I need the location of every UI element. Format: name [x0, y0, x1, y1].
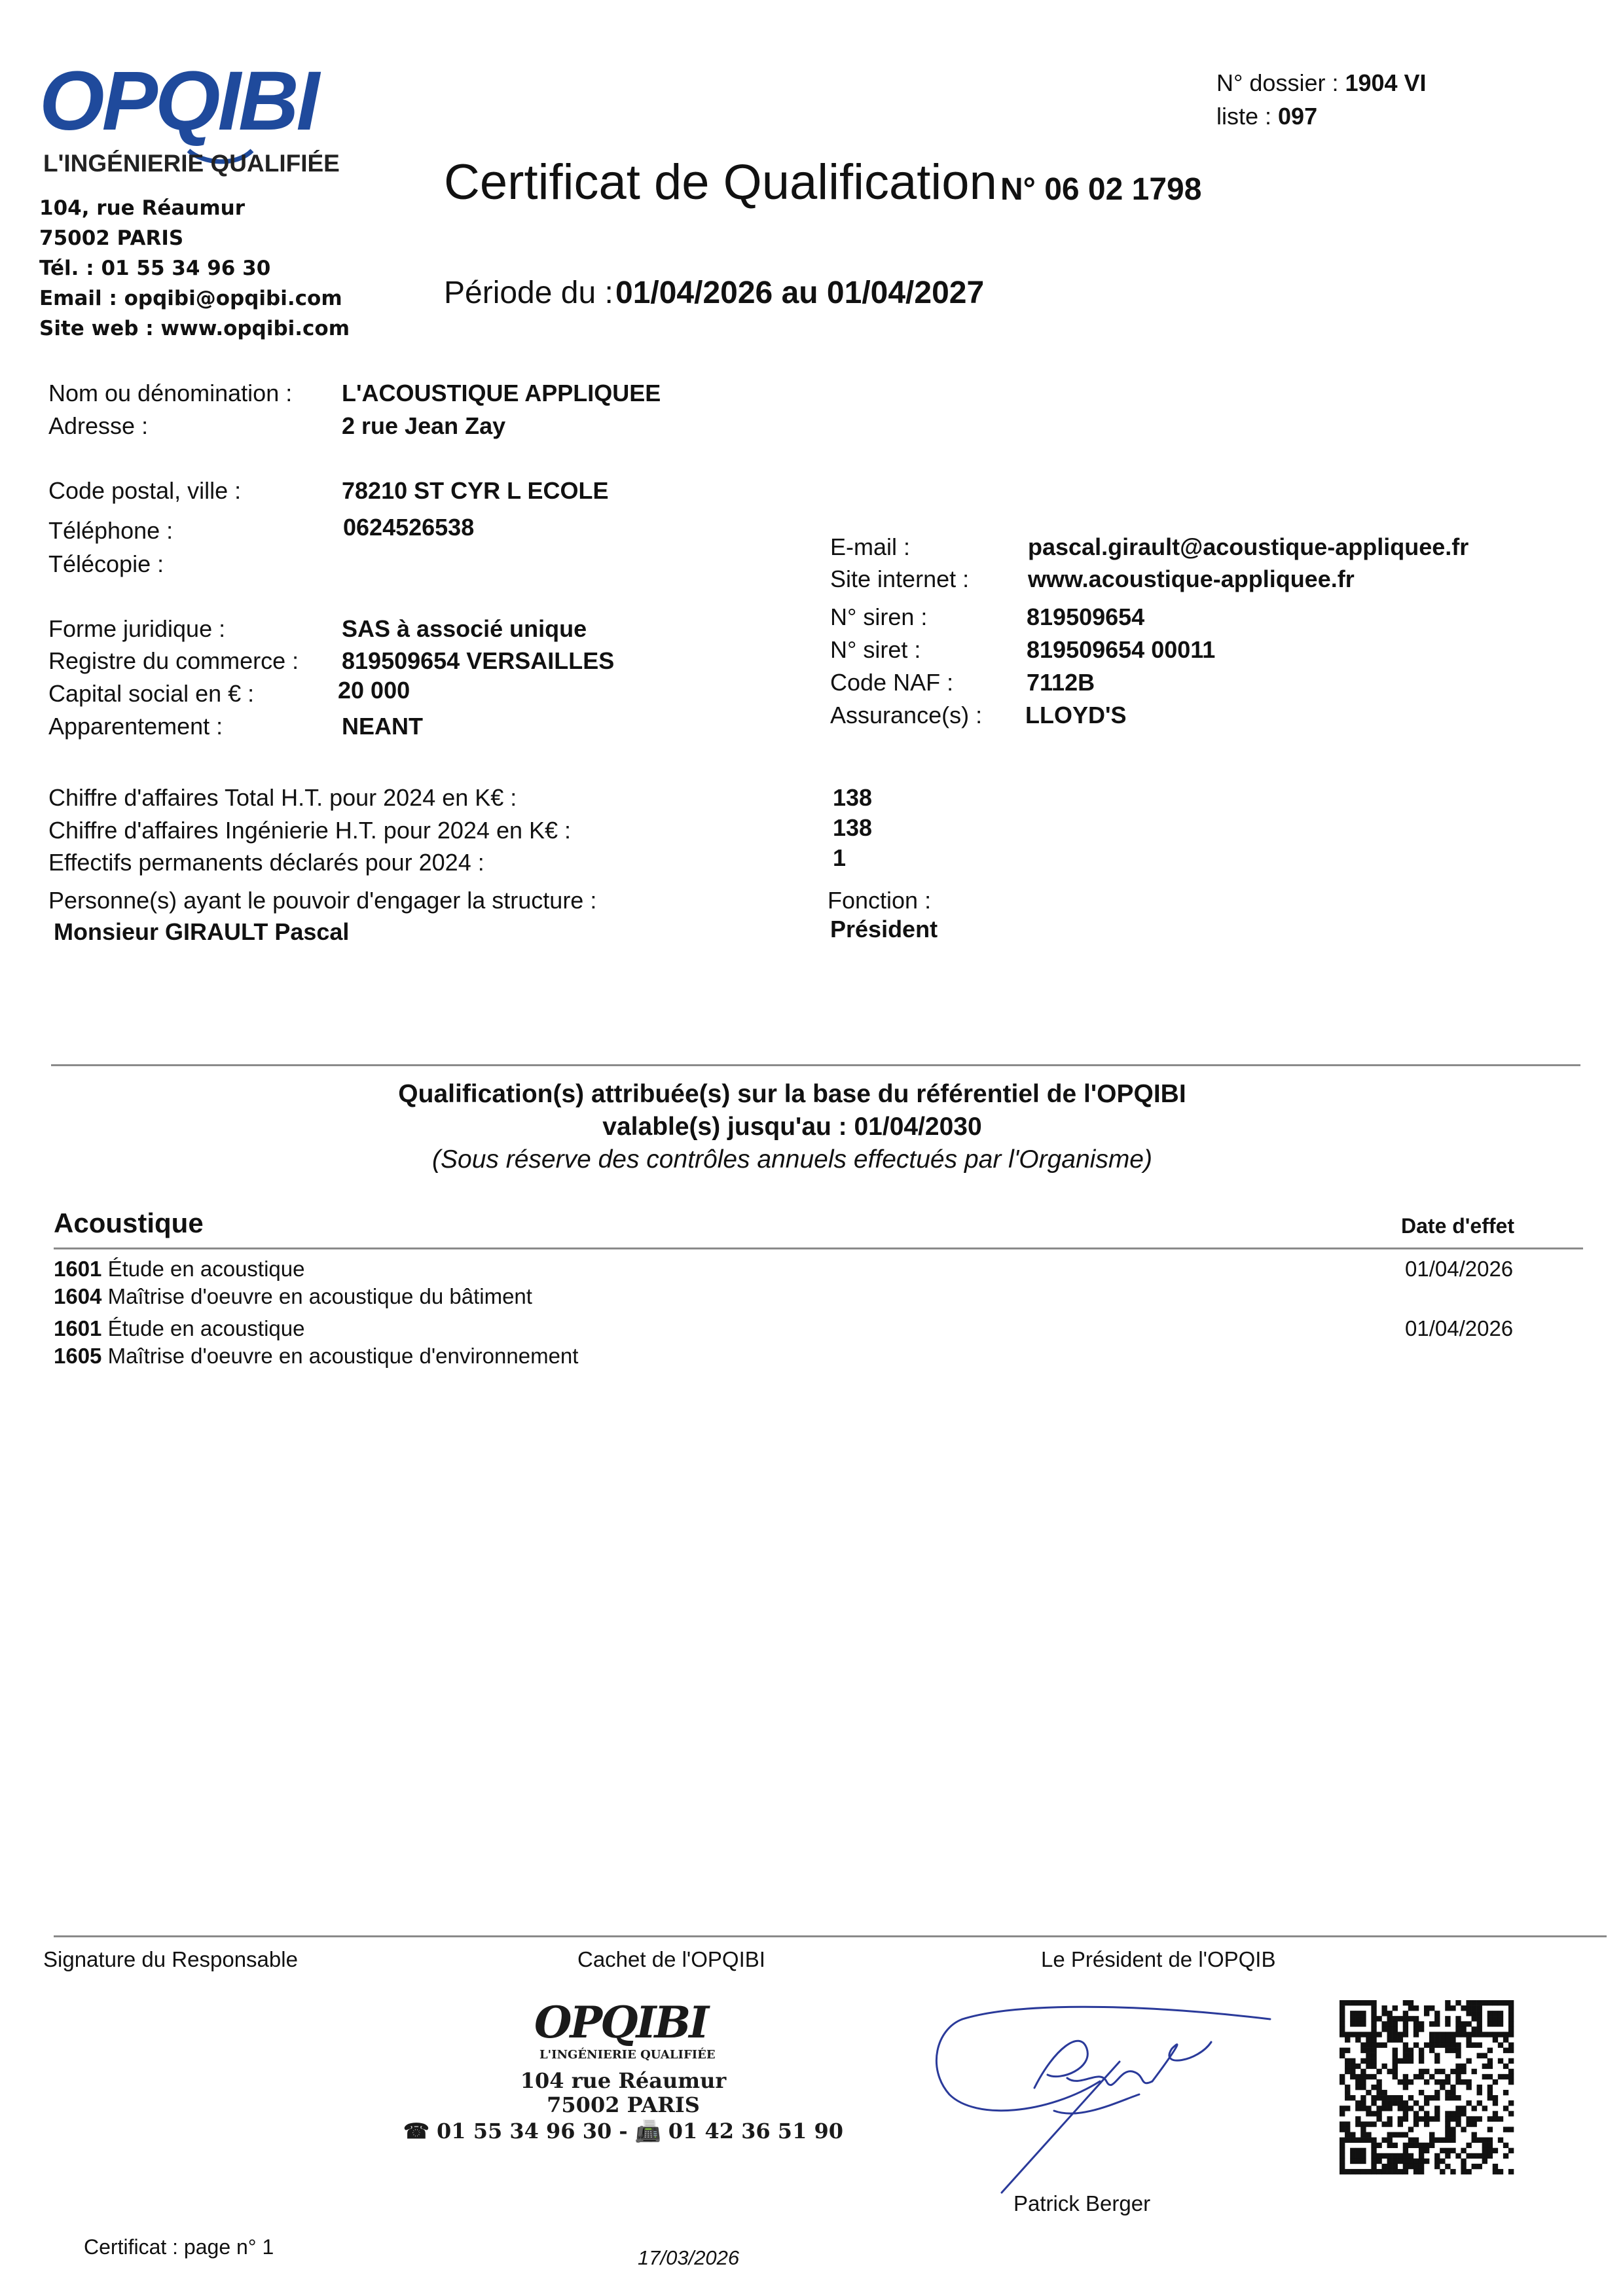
qualification-code: 1605: [54, 1344, 102, 1368]
turnover-eng-value: 138: [833, 814, 873, 841]
email-label: E-mail :: [830, 533, 911, 560]
signature-scribble: [923, 1990, 1290, 2206]
qualification-date: 01/04/2026: [1405, 1316, 1514, 1340]
domain-title: Acoustique: [54, 1208, 204, 1238]
qualification-row: [54, 1284, 532, 1309]
company-capital: 20 000: [338, 677, 410, 704]
qualification-label: Étude en acoustique: [101, 1316, 305, 1340]
siret-label: N° siret :: [830, 636, 921, 663]
table-divider: [54, 1247, 1583, 1249]
company-parent: NEANT: [342, 713, 423, 740]
certificate-number: N° 06 02 1798: [1000, 172, 1202, 207]
qualification-date: 01/04/2026: [1405, 1257, 1514, 1281]
fax-label: Télécopie :: [48, 550, 164, 577]
rcs-label: Registre du commerce :: [48, 647, 299, 674]
name-label: Nom ou dénomination :: [48, 380, 293, 406]
company-phone: 0624526538: [343, 514, 475, 541]
issuer-site: Site web : www.opqibi.com: [39, 317, 350, 340]
parent-label: Apparentement :: [48, 713, 223, 740]
liste-label: liste :: [1216, 103, 1279, 130]
qualifications-validity: valable(s) jusqu'au : 01/04/2030: [602, 1113, 982, 1141]
issuer-address-line2: 75002 PARIS: [39, 226, 184, 250]
company-email: pascal.girault@acoustique-appliquee.fr: [1028, 533, 1469, 560]
qualification-code: 1601: [54, 1257, 102, 1281]
issuer-email: Email : opqibi@opqibi.com: [39, 287, 342, 310]
qualification-label: Maîtrise d'oeuvre en acoustique du bâtiment: [101, 1284, 532, 1308]
stamp-line3: ☎ 01 55 34 96 30 - 📠 01 42 36 51 90: [403, 2119, 843, 2144]
qualifications-note: (Sous réserve des contrôles annuels effectués par l'Organisme): [432, 1145, 1152, 1174]
opqibi-logo-mark: [39, 52, 393, 183]
company-postal: 78210 ST CYR L ECOLE: [342, 477, 609, 504]
qr-code-graphic: [1340, 2000, 1514, 2174]
staff-value: 1: [833, 844, 847, 871]
siren-label: N° siren :: [830, 603, 928, 630]
page-number: Certificat : page n° 1: [84, 2235, 274, 2259]
date-effect-header: Date d'effet: [1401, 1214, 1514, 1238]
section-divider: [51, 1064, 1580, 1066]
qualifications-heading: Qualification(s) attribuée(s) sur la base du référentiel de l'OPQIBI: [398, 1080, 1186, 1108]
insurance-label: Assurance(s) :: [830, 702, 983, 728]
logo-tagline: L'INGÉNIERIE QUALIFIÉE: [43, 150, 340, 177]
person-value: Monsieur GIRAULT Pascal: [54, 918, 350, 945]
issuer-tel: Tél. : 01 55 34 96 30: [39, 257, 271, 280]
qualification-row: [54, 1316, 305, 1341]
qualification-label: Maîtrise d'oeuvre en acoustique d'environnement: [101, 1344, 579, 1368]
postal-label: Code postal, ville :: [48, 477, 242, 504]
site-label: Site internet :: [830, 565, 970, 592]
president-name: Patrick Berger: [1013, 2191, 1151, 2215]
company-siren: 819509654: [1027, 603, 1145, 630]
company-name: L'ACOUSTIQUE APPLIQUEE: [342, 380, 661, 406]
signature-divider: [54, 1935, 1607, 1937]
stamp-line1: 104 rue Réaumur: [520, 2068, 727, 2093]
function-label: Fonction :: [828, 887, 932, 914]
certificate-title: Certificat de Qualification: [444, 154, 997, 210]
turnover-total-value: 138: [833, 784, 873, 811]
stamp-tagline: L'INGÉNIERIE QUALIFIÉE: [539, 2048, 716, 2062]
stamp-line2: 75002 PARIS: [547, 2092, 700, 2117]
opqibi-stamp: [403, 1997, 843, 2150]
dossier-number: [1216, 69, 1427, 97]
period-value: 01/04/2026 au 01/04/2027: [615, 276, 985, 310]
company-site: www.acoustique-appliquee.fr: [1028, 565, 1355, 592]
dossier-label: N° dossier :: [1216, 69, 1345, 96]
qualification-code: 1601: [54, 1316, 102, 1340]
company-legal: SAS à associé unique: [342, 615, 587, 642]
legal-label: Forme juridique :: [48, 615, 226, 642]
stamp-logo: OPQIBI: [534, 1997, 708, 2048]
staff-label: Effectifs permanents déclarés pour 2024 :: [48, 849, 484, 876]
opqibi-logo: [39, 52, 393, 183]
qualification-label: Étude en acoustique: [101, 1257, 305, 1281]
company-address: 2 rue Jean Zay: [342, 412, 506, 439]
qualification-row: [54, 1344, 578, 1369]
qualification-code: 1604: [54, 1284, 102, 1308]
issuer-address-line1: 104, rue Réaumur: [39, 196, 245, 220]
naf-label: Code NAF :: [830, 669, 954, 696]
qualification-row: [54, 1257, 305, 1282]
dossier-value: 1904 VI: [1345, 69, 1427, 96]
company-insurance: LLOYD'S: [1025, 702, 1127, 728]
person-label: Personne(s) ayant le pouvoir d'engager la structure :: [48, 887, 597, 914]
address-label: Adresse :: [48, 412, 149, 439]
stamp-graphic: [403, 1997, 843, 2150]
capital-label: Capital social en € :: [48, 680, 255, 707]
function-value: Président: [830, 916, 938, 942]
liste-value: 097: [1278, 103, 1318, 130]
signature-responsable-label: Signature du Responsable: [43, 1947, 298, 1971]
turnover-eng-label: Chiffre d'affaires Ingénierie H.T. pour 2024 en K€ :: [48, 817, 572, 844]
turnover-total-label: Chiffre d'affaires Total H.T. pour 2024 en K€ :: [48, 784, 517, 811]
period-label: Période du :: [444, 276, 613, 310]
liste-number: [1216, 103, 1317, 130]
qr-code: [1340, 2000, 1514, 2174]
footer-date: 17/03/2026: [638, 2246, 740, 2269]
logo-wordmark: OPQIBI: [39, 54, 318, 148]
president-label: Le Président de l'OPQIB: [1041, 1947, 1276, 1971]
president-signature: [923, 1990, 1290, 2206]
phone-label: Téléphone :: [48, 517, 173, 544]
company-siret: 819509654 00011: [1027, 636, 1216, 663]
company-rcs: 819509654 VERSAILLES: [342, 647, 615, 674]
cachet-label: Cachet de l'OPQIBI: [577, 1947, 765, 1971]
company-naf: 7112B: [1027, 669, 1095, 696]
